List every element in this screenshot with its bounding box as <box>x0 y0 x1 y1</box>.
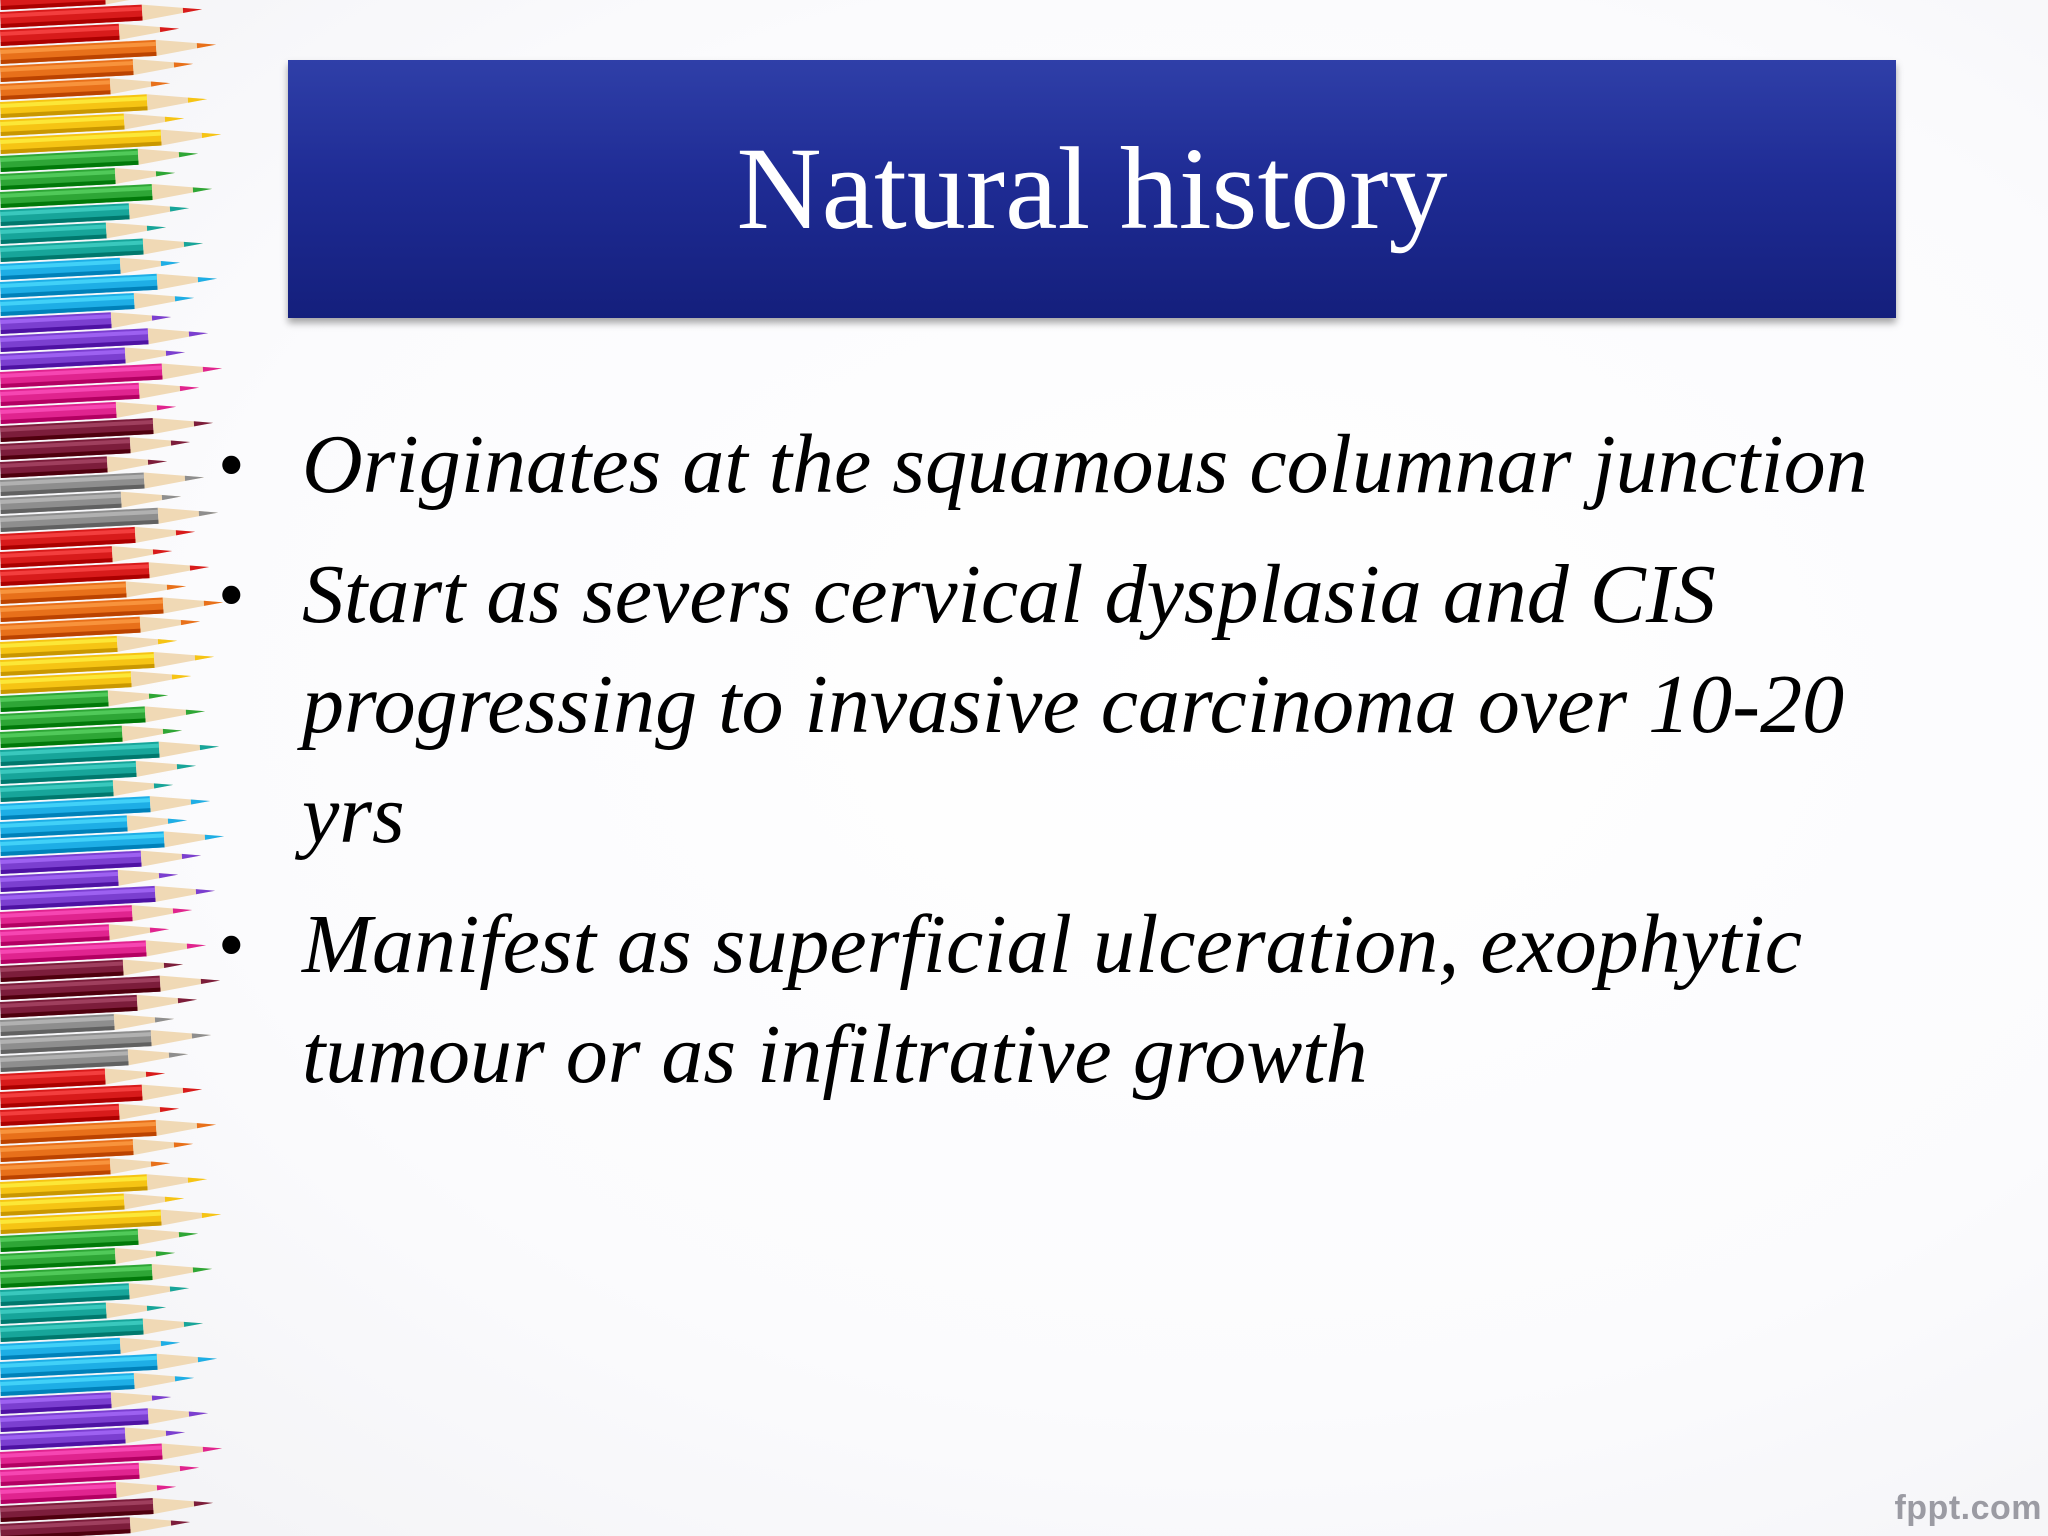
watermark: fppt.com <box>1894 1489 2042 1527</box>
bullet-text: Start as severs cervical dysplasia and CIS progressing to invasive carcinoma over 10-20 yrs <box>302 548 1845 861</box>
bullet-list <box>218 410 1918 1130</box>
slide-title: Natural history <box>736 123 1448 254</box>
bullet-icon: • <box>218 903 245 987</box>
bullet-icon: • <box>218 423 245 507</box>
bullet-icon: • <box>218 553 245 637</box>
bullet-text: Originates at the squamous columnar junction <box>302 418 1868 511</box>
bullet-item <box>218 890 1918 1110</box>
bullet-item <box>218 540 1918 870</box>
bullet-item <box>218 410 1918 520</box>
title-banner <box>288 60 1896 318</box>
bullet-text: Manifest as superficial ulceration, exophytic tumour or as infiltrative growth <box>302 898 1803 1101</box>
